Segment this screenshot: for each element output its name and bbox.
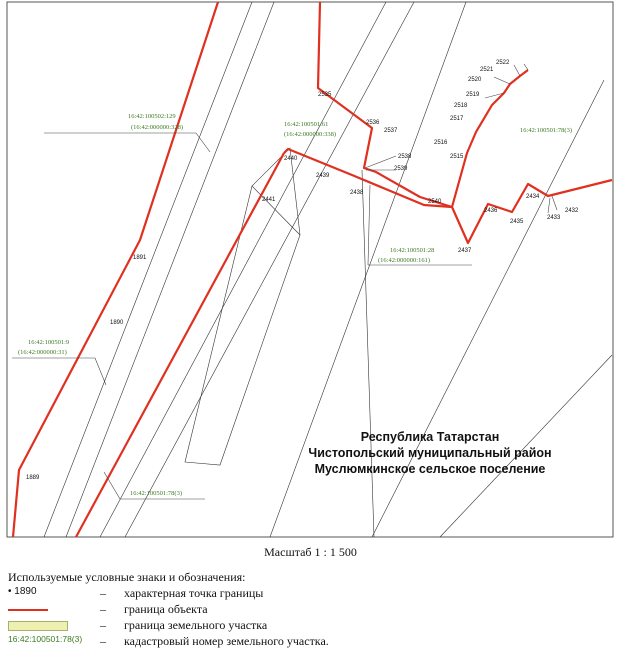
point-label: 1889 [26, 475, 40, 481]
region-line: Республика Татарстан [360, 430, 500, 444]
leader-line [196, 133, 210, 152]
point-label: 2536 [366, 120, 380, 126]
object-boundary-east [452, 70, 528, 207]
point-label: 2518 [454, 103, 468, 109]
leader-line [494, 77, 510, 84]
point-label: 2438 [350, 190, 364, 196]
object-boundary-west [13, 2, 218, 537]
point-label: 2517 [450, 116, 464, 122]
yellow-box-symbol [8, 618, 92, 633]
cadastral-label: (16:42:000000:31) [18, 349, 67, 356]
point-label: 2437 [458, 248, 472, 254]
point-label: 1891 [133, 255, 147, 261]
point-label: 2435 [510, 219, 524, 225]
cadastral-label: 16:42:100501:28 [390, 247, 435, 254]
leader-line [368, 185, 370, 265]
legend-dash: – [100, 586, 106, 600]
cadastral-label: 16:42:100502:129 [128, 113, 176, 120]
cadastral-label: 16:42:100501:9 [28, 339, 70, 346]
leader-line [552, 196, 557, 210]
cadastral-label: 16:42:100501:61 [284, 121, 329, 128]
point-label: 2433 [547, 215, 561, 221]
point-label: 1890 [110, 320, 124, 326]
point-label: 2441 [262, 197, 276, 203]
region-line: Муслюмкинское сельское поселение [314, 462, 546, 476]
point-label: 2520 [468, 77, 482, 83]
cadastral-label: 16:42:100501:78(3) [520, 127, 572, 134]
leader-line [514, 65, 520, 76]
cadastral-label: (16:42:000000:338) [284, 131, 336, 138]
cadastral-label: (16:42:000000:328) [131, 124, 183, 131]
legend-dash: – [100, 602, 106, 616]
legend-dash: – [100, 618, 106, 632]
cadastral-label: 16:42:100501:78(3) [130, 490, 182, 497]
leader-line [95, 358, 106, 385]
point-symbol: • 1890 [8, 586, 37, 597]
region-line: Чистопольский муниципальный район [308, 446, 552, 460]
leader-line [548, 198, 550, 213]
point-label: 2440 [284, 156, 298, 162]
point-label: 2434 [526, 194, 540, 200]
leader-line [365, 156, 396, 168]
road-line [362, 170, 374, 537]
cadastral-symbol: 16:42:100501:78(3) [8, 634, 83, 644]
point-label: 2539 [394, 166, 408, 172]
point-label: 2515 [450, 154, 464, 160]
legend-text: граница объекта [124, 602, 208, 616]
legend-text: характерная точка границы [124, 586, 264, 600]
cadastral-label: (16:42:000000:161) [378, 257, 430, 264]
object-boundary-notch [318, 2, 452, 207]
strip-parcel-edge [252, 186, 300, 235]
point-label: 2436 [484, 208, 498, 214]
point-label: 2538 [398, 154, 412, 160]
point-label: 2535 [318, 92, 332, 98]
object-boundary-inner [76, 153, 284, 537]
point-label: 2439 [316, 173, 330, 179]
point-label: 2521 [480, 67, 494, 73]
legend-dash: – [100, 634, 106, 648]
point-label: 2516 [434, 140, 448, 146]
point-label: 2540 [428, 199, 442, 205]
point-label: 2432 [565, 208, 579, 214]
leader-line [524, 64, 528, 70]
object-boundary-middle [284, 149, 612, 243]
legend-text: граница земельного участка [124, 618, 268, 632]
point-label: 2519 [466, 92, 480, 98]
point-label: 2537 [384, 128, 398, 134]
legend-text: кадастровый номер земельного участка. [124, 634, 329, 648]
legend-title: Используемые условные знаки и обозначения: [8, 570, 246, 584]
scale-label: Масштаб 1 : 1 500 [264, 545, 357, 559]
red-line-symbol [8, 602, 92, 617]
point-label: 2522 [496, 60, 510, 66]
leader-line [104, 472, 120, 499]
